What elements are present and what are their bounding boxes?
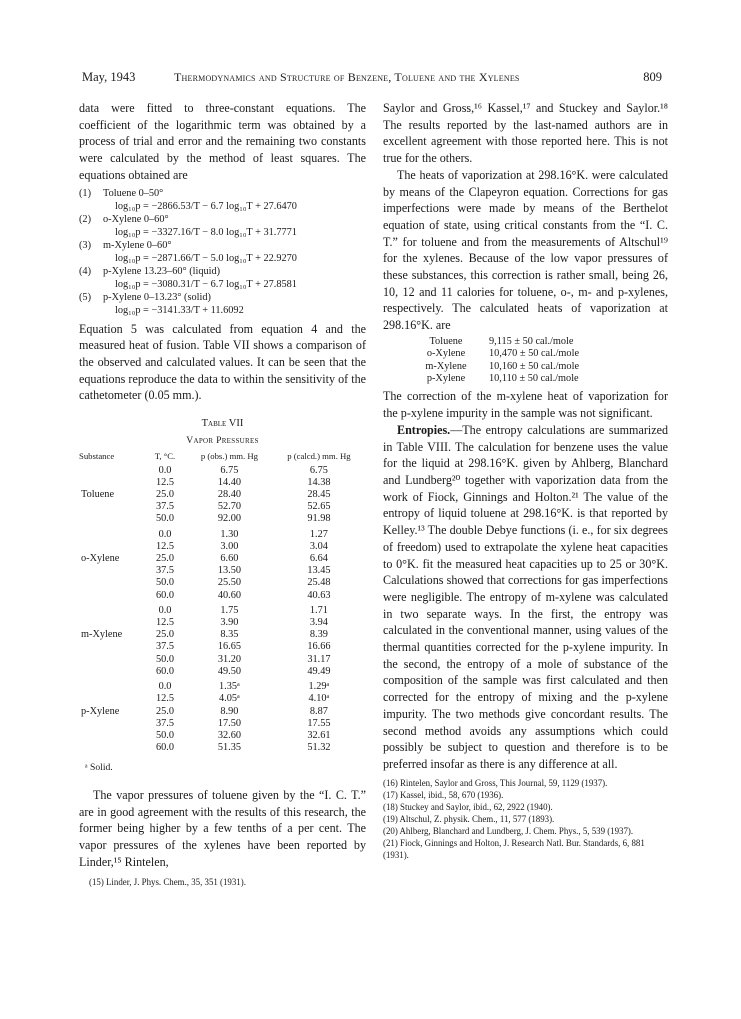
cell-p-calcd: 91.98 xyxy=(307,513,331,525)
equation-label: o-Xylene 0–60° xyxy=(103,213,169,225)
cell-p-obs: 14.40 xyxy=(217,476,242,488)
cell-substance xyxy=(79,666,143,678)
cell-temperature: 0.0 xyxy=(158,681,172,693)
cell-temperature: 50.0 xyxy=(155,729,175,741)
cell-temperature: 12.5 xyxy=(155,693,175,705)
cell-p-calcd: 28.45 xyxy=(307,489,331,501)
cell-temperature: 0.0 xyxy=(158,464,172,476)
cell-substance: p-Xylene xyxy=(81,705,120,717)
cell-substance xyxy=(79,678,143,693)
cell-p-obs: 28.40 xyxy=(217,489,242,501)
table-row xyxy=(79,577,366,589)
cell-p-obs: 92.00 xyxy=(217,513,242,525)
heat-value: 10,160 ± 50 cal./mole xyxy=(489,360,580,372)
cell-p-calcd: 49.49 xyxy=(307,665,331,677)
cell-p-calcd: 51.32 xyxy=(307,742,331,754)
table-row xyxy=(79,526,366,541)
table-body xyxy=(79,465,366,755)
cell-substance: m-Xylene xyxy=(81,629,123,641)
cell-temperature: 12.5 xyxy=(155,617,175,629)
cell-p-calcd: 1.27 xyxy=(309,528,328,540)
cell-p-calcd: 25.48 xyxy=(307,577,331,589)
cell-substance xyxy=(79,693,143,705)
table-row xyxy=(79,654,366,666)
table-row xyxy=(79,718,366,730)
cell-temperature: 37.5 xyxy=(155,641,175,653)
cell-p-calcd: 16.66 xyxy=(307,641,331,653)
cell-p-calcd: 40.63 xyxy=(307,589,331,601)
footnote-15: (15) Linder, J. Phys. Chem., 35, 351 (1931). xyxy=(89,876,246,887)
header-running-title: Thermodynamics and Structure of Benzene, Toluene and the Xylenes xyxy=(174,70,520,84)
cell-p-obs: 6.60 xyxy=(220,553,239,565)
heat-row xyxy=(413,361,668,373)
table-row xyxy=(79,602,366,617)
footnote-18: (18) Stuckey and Saylor, ibid., 62, 2922 (1940). xyxy=(383,801,553,812)
heat-value: 10,470 ± 50 cal./mole xyxy=(489,348,580,360)
cell-temperature: 50.0 xyxy=(155,513,175,525)
cell-substance xyxy=(79,513,143,525)
table-row xyxy=(79,553,366,565)
cell-substance xyxy=(79,577,143,589)
table-row xyxy=(79,641,366,653)
cell-temperature: 25.0 xyxy=(155,553,175,565)
cell-p-calcd: 14.38 xyxy=(307,476,331,488)
equation-label: p-Xylene 0–13.23° (solid) xyxy=(103,291,211,303)
cell-substance xyxy=(79,565,143,577)
cell-p-obs: 13.50 xyxy=(217,565,242,577)
heat-substance: Toluene xyxy=(429,335,463,347)
footnote-19: (19) Altschul, Z. physik. Chem., 11, 577 (1893). xyxy=(383,813,555,824)
cell-p-obs: 25.50 xyxy=(217,577,242,589)
cell-substance: Toluene xyxy=(81,489,115,501)
intro-paragraph: data were fitted to three-constant equations. The coefficient of the logarithmic term was obtained by a process of trial and error and the remaining two constants were calculated by the method of least squares. The equations obtained are xyxy=(79,101,366,182)
cell-p-calcd: 8.87 xyxy=(309,705,328,717)
cell-substance xyxy=(79,501,143,513)
table-row xyxy=(79,489,366,501)
cell-p-obs: 17.50 xyxy=(217,717,242,729)
cell-substance xyxy=(79,641,143,653)
cell-temperature: 0.0 xyxy=(158,528,172,540)
cell-p-calcd: 1.71 xyxy=(309,604,328,616)
cell-p-calcd: 6.75 xyxy=(309,464,328,476)
table-subtitle: Vapor Pressures xyxy=(186,434,259,446)
heat-substance: p-Xylene xyxy=(426,373,466,385)
cell-p-calcd: 8.39 xyxy=(309,629,328,641)
equation-formula: log₁₀p = −3080.31/T − 6.7 log₁₀T + 27.8581 xyxy=(115,278,297,290)
table-row xyxy=(79,730,366,742)
table-row xyxy=(79,678,366,693)
cell-temperature: 37.5 xyxy=(155,501,175,513)
footnotes xyxy=(383,777,668,861)
table-row xyxy=(79,693,366,705)
cell-p-obs: 3.90 xyxy=(220,617,239,629)
cell-temperature: 12.5 xyxy=(155,540,175,552)
equation-label: p-Xylene 13.23–60° (liquid) xyxy=(103,265,221,277)
left-column xyxy=(79,100,366,890)
cell-p-obs: 8.35 xyxy=(220,629,239,641)
cell-temperature: 25.0 xyxy=(155,705,175,717)
table-title: Table VII xyxy=(201,418,244,430)
cell-temperature: 50.0 xyxy=(155,653,175,665)
equation-number: (1) xyxy=(79,187,92,199)
cell-substance xyxy=(79,602,143,617)
table-header-row xyxy=(79,450,366,464)
footnote-16: (16) Rintelen, Saylor and Gross, This Journal, 59, 1129 (1937). xyxy=(383,777,608,788)
equation-label: m-Xylene 0–60° xyxy=(103,239,172,251)
cell-temperature: 25.0 xyxy=(155,489,175,501)
heat-row xyxy=(413,373,668,385)
table-row xyxy=(79,513,366,525)
cell-substance xyxy=(79,742,143,754)
cell-temperature: 60.0 xyxy=(155,589,175,601)
heat-value: 10,110 ± 50 cal./mole xyxy=(489,373,579,385)
cell-temperature: 60.0 xyxy=(155,742,175,754)
cell-substance xyxy=(79,526,143,541)
column-header-temperature: T, °C. xyxy=(154,451,176,462)
cell-p-obs: 51.35 xyxy=(217,742,242,754)
cell-p-obs: 1.35ᵃ xyxy=(219,681,240,693)
table-row xyxy=(79,590,366,602)
cell-p-calcd: 17.55 xyxy=(307,717,331,729)
paragraph-equation-5: Equation 5 was calculated from equation 4 and the measured heat of fusion. Table VII shows a comparison of the observed and calculated values. It can be seen that the equations reproduce the data to within the sensitivity of the cathetometer (0.05 mm.). xyxy=(79,321,366,403)
table-row xyxy=(79,477,366,489)
equation xyxy=(79,291,366,317)
entropies-text: —The entropy calculations are summarized in Table VIII. The calculation for benzene uses the value for the liquid at 298.16°K. given by Ahlberg, Blanchard and Lundberg²⁰ together with vaporization data from the work of Fiock, Ginnings and Holton.²¹ The value of the entropy of liquid toluene at 298.16°K. is that reported by Kelley.¹³ The double Debye functions (i. e., for six degrees of freedom) used to extrapolate the xylene heat capacities to 0°K. fit the measured heat capacities up to 25 or 30°K. Calculations showed that corrections for gas imperfections were negligible. The entropy of m-xylene was calculated in two separate ways. In the first, the entropy was calculated in the conventional manner, using values of the thermal quantities corrected for the p-xylene impurity. In the second, the entropy of a mole of substance of the composition of the sample was first calculated and then corrected for the entropy of mixing and the p-xylene impurity. The two methods give concordant results. The second method avoids any assumptions which could possibly be subject to question and therefore is to be preferred insofar as there is any difference at all. xyxy=(383,422,668,771)
section-heading-entropies: Entropies. xyxy=(397,422,451,437)
paragraph-heats: The heats of vaporization at 298.16°K. were calculated by means of the Clapeyron equation. Corrections for gas imperfections were made by means of the Berthelot equation of state, using critical constants from the “I. C. T.” for toluene and from the measurements of Altschul¹⁹ for the xylenes. Because of the low vapor pressures of these substances, this correction is rather small, being 26, 10, 12 and 11 calories for toluene, o-, m- and p-xylenes, respectively. The calculated heats of vaporization at 298.16°K. are xyxy=(383,167,668,333)
paragraph-m-xylene-correction: The correction of the m-xylene heat of vaporization for the p-xylene impurity in the sample was not significant. xyxy=(383,389,668,421)
equation xyxy=(79,239,366,265)
table-row xyxy=(79,706,366,718)
heat-substance: m-Xylene xyxy=(425,360,467,372)
cell-p-obs: 49.50 xyxy=(217,665,242,677)
column-header-p-obs: p (obs.) mm. Hg xyxy=(200,451,259,462)
cell-p-obs: 16.65 xyxy=(217,641,242,653)
heat-value: 9,115 ± 50 cal./mole xyxy=(489,335,574,347)
cell-p-calcd: 3.94 xyxy=(309,617,328,629)
cell-temperature: 37.5 xyxy=(155,565,175,577)
cell-substance xyxy=(79,590,143,602)
footnote-17: (17) Kassel, ibid., 58, 670 (1936). xyxy=(383,789,504,800)
paragraph-saylor: Saylor and Gross,¹⁶ Kassel,¹⁷ and Stuckey and Saylor.¹⁸ The results reported by the last-named authors are in excellent agreement with those reported here. This is not true for the others. xyxy=(383,101,668,166)
cell-p-obs: 40.60 xyxy=(217,589,242,601)
cell-temperature: 12.5 xyxy=(155,476,175,488)
cell-p-calcd: 13.45 xyxy=(307,565,331,577)
header-date: May, 1943 xyxy=(82,70,136,84)
heat-row xyxy=(413,348,668,360)
right-column xyxy=(383,100,668,861)
page-number: 809 xyxy=(643,70,662,84)
cell-p-calcd: 52.65 xyxy=(307,501,331,513)
cell-p-obs: 1.30 xyxy=(220,528,239,540)
cell-p-obs: 1.75 xyxy=(220,604,239,616)
table-row xyxy=(79,541,366,553)
cell-temperature: 37.5 xyxy=(155,717,175,729)
table-row xyxy=(79,465,366,477)
equation xyxy=(79,187,366,213)
equation-formula: log₁₀p = −2871.66/T − 5.0 log₁₀T + 22.9270 xyxy=(115,252,297,264)
vapor-pressure-table xyxy=(79,450,366,754)
table-row xyxy=(79,617,366,629)
equation-number: (2) xyxy=(79,213,92,225)
cell-substance xyxy=(79,718,143,730)
equation-number: (5) xyxy=(79,291,92,303)
cell-substance xyxy=(79,617,143,629)
cell-p-obs: 4.05ᵃ xyxy=(219,693,240,705)
cell-p-obs: 8.90 xyxy=(220,705,239,717)
cell-p-obs: 52.70 xyxy=(217,501,242,513)
footnote-21: (21) Fiock, Ginnings and Holton, J. Research Natl. Bur. Standards, 6, 881 (1931). xyxy=(383,837,645,860)
cell-temperature: 0.0 xyxy=(158,604,172,616)
cell-substance xyxy=(79,477,143,489)
cell-substance xyxy=(79,541,143,553)
equation-number: (4) xyxy=(79,265,92,277)
table-row xyxy=(79,629,366,641)
cell-p-obs: 6.75 xyxy=(220,464,239,476)
paragraph-entropies xyxy=(383,422,668,773)
equation xyxy=(79,265,366,291)
cell-p-calcd: 31.17 xyxy=(307,653,331,665)
cell-temperature: 50.0 xyxy=(155,577,175,589)
equation-label: Toluene 0–50° xyxy=(103,187,164,199)
paragraph-vapor-comparison: The vapor pressures of toluene given by the “I. C. T.” are in good agreement with the results of this research, the former being higher by a few tenths of a per cent. The vapor pressures of the xylenes have been reported by Linder,¹⁵ Rintelen, xyxy=(79,788,366,869)
column-header-p-calcd: p (calcd.) mm. Hg xyxy=(287,451,351,462)
equation-formula: log₁₀p = −3327.16/T − 8.0 log₁₀T + 31.7771 xyxy=(115,226,297,238)
table-row xyxy=(79,565,366,577)
cell-substance xyxy=(79,465,143,477)
cell-temperature: 25.0 xyxy=(155,629,175,641)
cell-p-calcd: 6.64 xyxy=(309,553,328,565)
table-row xyxy=(79,742,366,754)
cell-p-calcd: 1.29ᵃ xyxy=(308,681,330,693)
heat-row xyxy=(413,336,668,348)
heat-substance: o-Xylene xyxy=(426,348,466,360)
running-header xyxy=(82,70,662,88)
heats-of-vaporization-list xyxy=(413,336,668,386)
table-row xyxy=(79,501,366,513)
cell-substance: o-Xylene xyxy=(81,553,120,565)
table-row xyxy=(79,666,366,678)
cell-p-calcd: 4.10ᵃ xyxy=(308,693,330,705)
equation-formula: log₁₀p = −3141.33/T + 11.6092 xyxy=(115,304,244,316)
equation-list xyxy=(79,187,366,317)
cell-p-obs: 32.60 xyxy=(217,729,242,741)
equation-formula: log₁₀p = −2866.53/T − 6.7 log₁₀T + 27.6470 xyxy=(115,200,297,212)
cell-p-obs: 31.20 xyxy=(217,653,242,665)
equation xyxy=(79,213,366,239)
cell-p-obs: 3.00 xyxy=(220,540,239,552)
equation-number: (3) xyxy=(79,239,92,251)
cell-substance xyxy=(79,730,143,742)
cell-substance xyxy=(79,654,143,666)
column-header-substance: Substance xyxy=(79,451,115,462)
cell-p-calcd: 32.61 xyxy=(307,729,331,741)
footnote-20: (20) Ahlberg, Blanchard and Lundberg, J. Chem. Phys., 5, 539 (1937). xyxy=(383,825,634,836)
cell-temperature: 60.0 xyxy=(155,665,175,677)
cell-p-calcd: 3.04 xyxy=(309,540,328,552)
table-footnote: ᵃ Solid. xyxy=(85,762,113,774)
